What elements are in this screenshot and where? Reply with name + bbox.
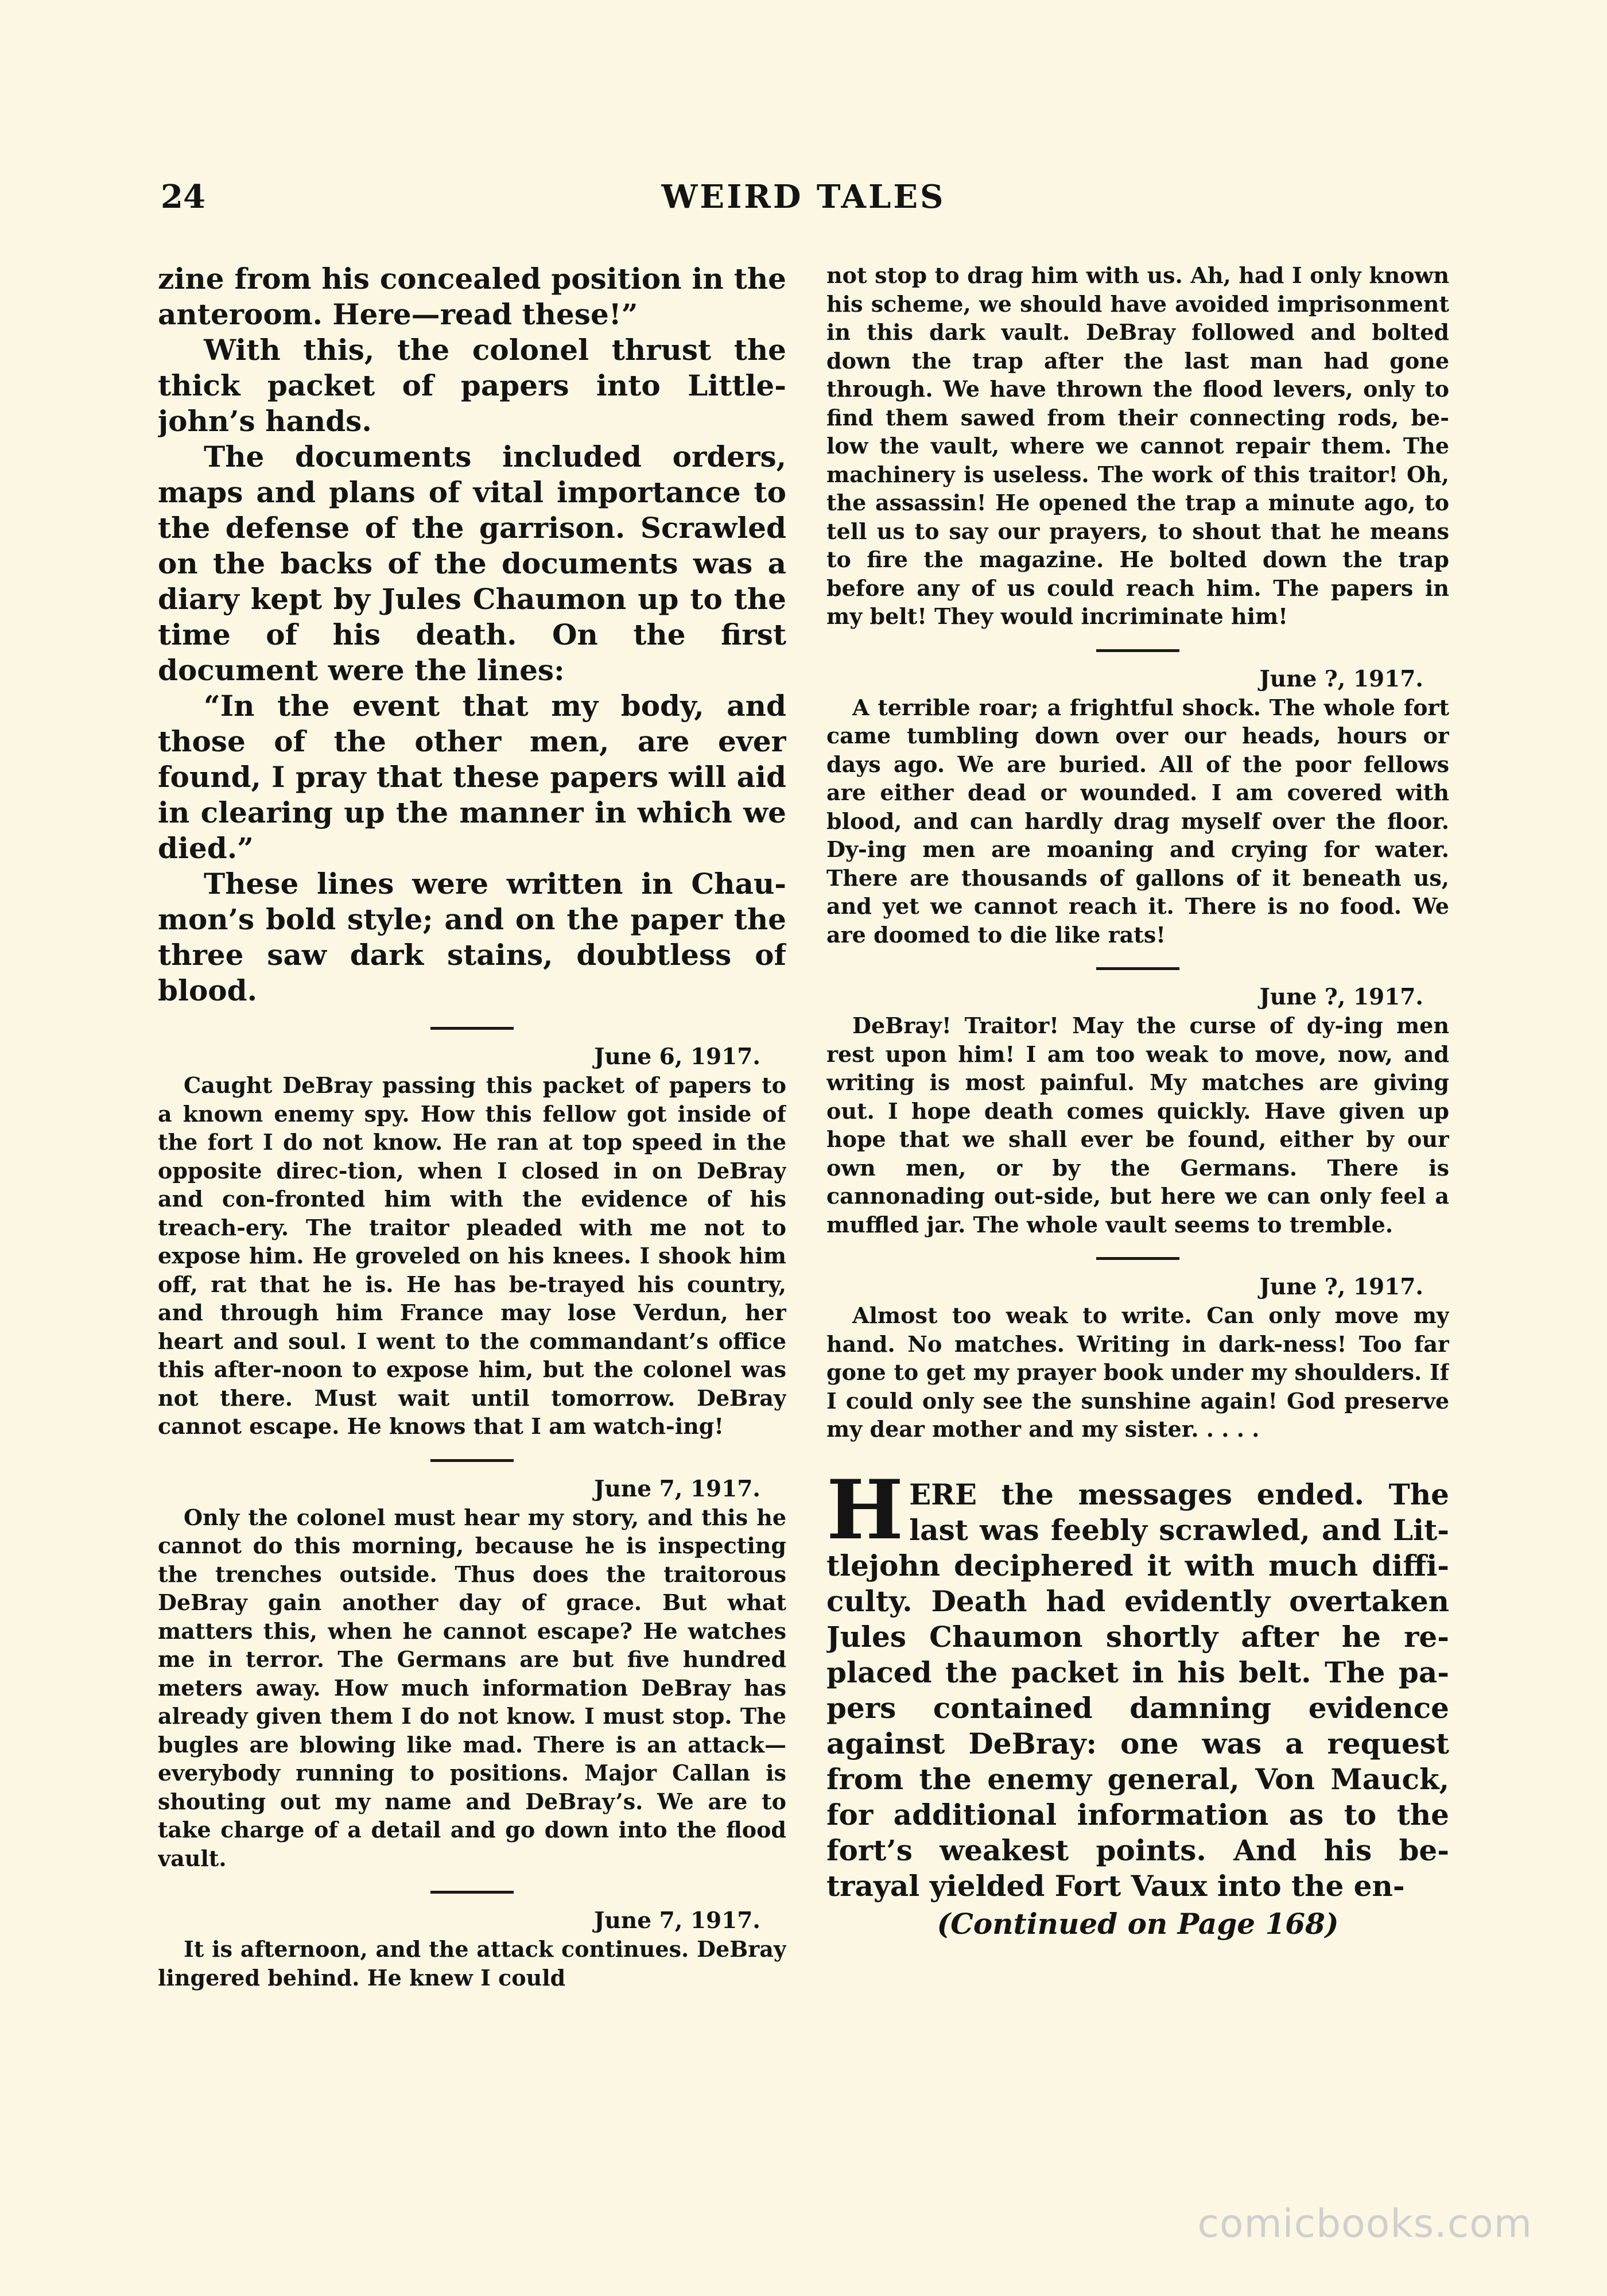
body-paragraph: “In the event that my body, and those of the other men, are ever found, I pray that these papers will aid in clearing up the manner in which we died.” bbox=[158, 689, 786, 865]
site-watermark: comicbooks.com bbox=[1197, 2201, 1532, 2247]
diary-date: June 7, 1917. bbox=[594, 1907, 760, 1934]
section-divider bbox=[430, 1891, 514, 1894]
diary-date: June ?, 1917. bbox=[1259, 1274, 1423, 1300]
right-column bbox=[826, 261, 1449, 2127]
closing-paragraph bbox=[826, 1462, 1449, 1904]
page-number: 24 bbox=[161, 178, 205, 216]
diary-entry: A terrible roar; a frightful shock. The whole fort came tumbling down over our heads, hours or days ago. We are buried. All of the poor fellows are either dead or wounded. I am covered with blood, and can hardly drag myself over the floor. Dy-ing men are moaning and crying for water. There are thousands of gallons of it beneath us, and yet we cannot reach it. There is no food. We are doomed to die like rats! bbox=[826, 694, 1449, 948]
running-head: WEIRD TALES bbox=[661, 178, 946, 216]
closing-text: ERE the messages ended. The last was feebly scrawled, and Lit-tlejohn deciphered it with much diffi-culty. Death had evidently overtaken Jules Chaumon shortly after he re-placed the packet in his belt. The pa-pers contained damning evidence against DeBray: one was a request from the enemy general, Von Mauck, for additional information as to the fort’s weakest points. And his be-trayal yielded Fort Vaux into the en- bbox=[826, 1477, 1449, 1903]
diary-entry: DeBray! Traitor! May the curse of dy-ing men rest upon him! I am too weak to move, now, and writing is most painful. My matches are giving out. I hope death comes quickly. Have given up hope that we shall ever be found, either by our own men, or by the Germans. There is cannonading out-side, but here we can only feel a muffled jar. The whole vault seems to tremble. bbox=[826, 1013, 1449, 1238]
diary-entry: Almost too weak to write. Can only move my hand. No matches. Writing in dark-ness! Too far gone to get my prayer book under my shoulders. If I could only see the sunshine again! God preserve my dear mother and my sister. . . . . bbox=[826, 1302, 1449, 1442]
diary-date: June 6, 1917. bbox=[594, 1044, 760, 1070]
body-paragraph: zine from his concealed position in the anteroom. Here—read these!” bbox=[158, 262, 786, 331]
diary-entry: Caught DeBray passing this packet of papers to a known enemy spy. How this fellow got inside of the fort I do not know. He ran at top speed in the opposite direc-tion, when I closed in on DeBray and con-fronted him with the evidence of his treach-ery. The traitor pleaded with me not to expose him. He groveled on his knees. I shook him off, rat that he is. He has be-trayed his country, and through him France may lose Verdun, her heart and soul. I went to the commandant’s office this after-noon to expose him, but the colonel was not there. Must wait until tomorrow. DeBray cannot escape. He knows that I am watch-ing! bbox=[158, 1072, 786, 1439]
diary-entry: Only the colonel must hear my story, and this he cannot do this morning, because he is inspecting the trenches outside. Thus does the traitorous DeBray gain another day of grace. But what matters this, when he cannot escape? He watches me in terror. The Germans are but five hundred meters away. How much information DeBray has already given them I do not know. I must stop. The bugles are blowing like mad. There is an attack—everybody running to positions. Major Callan is shouting out my name and DeBray’s. We are to take charge of a detail and go down into the flood vault. bbox=[158, 1504, 786, 1871]
diary-entry: It is afternoon, and the attack continues. DeBray lingered behind. He knew I could bbox=[158, 1936, 786, 1991]
section-divider bbox=[1096, 649, 1179, 652]
section-divider bbox=[430, 1027, 514, 1030]
section-divider bbox=[1096, 967, 1179, 970]
diary-entry: not stop to drag him with us. Ah, had I only known his scheme, we should have avoided imprisonment in this dark vault. DeBray followed and bolted down the trap after the last man had gone through. We have thrown the flood levers, only to find them sawed from their connecting rods, be-low the vault, where we cannot repair them. The machinery is useless. The work of this traitor! Oh, the assassin! He opened the trap a minute ago, to tell us to say our prayers, to shout that he means to fire the magazine. He bolted down the trap before any of us could reach him. The papers in my belt! They would incriminate him! bbox=[826, 262, 1449, 629]
continued-note: (Continued on Page 168) bbox=[937, 1906, 1339, 1941]
body-paragraph: The documents included orders, maps and plans of vital importance to the defense of the garrison. Scrawled on the backs of the documents was a diary kept by Jules Chaumon up to the time of his death. On the first document were the lines: bbox=[158, 440, 786, 687]
drop-cap: H bbox=[826, 1462, 904, 1558]
diary-date: June ?, 1917. bbox=[1259, 984, 1423, 1010]
body-paragraph: These lines were written in Chau-mon’s bold style; and on the paper the three saw dark stains, doubtless of blood. bbox=[158, 867, 786, 1007]
left-column bbox=[158, 261, 786, 2127]
section-divider bbox=[430, 1459, 514, 1462]
body-paragraph: With this, the colonel thrust the thick packet of papers into Little-john’s hands. bbox=[158, 333, 786, 438]
section-divider bbox=[1096, 1257, 1179, 1260]
diary-date: June 7, 1917. bbox=[594, 1475, 760, 1502]
diary-date: June ?, 1917. bbox=[1259, 665, 1423, 692]
